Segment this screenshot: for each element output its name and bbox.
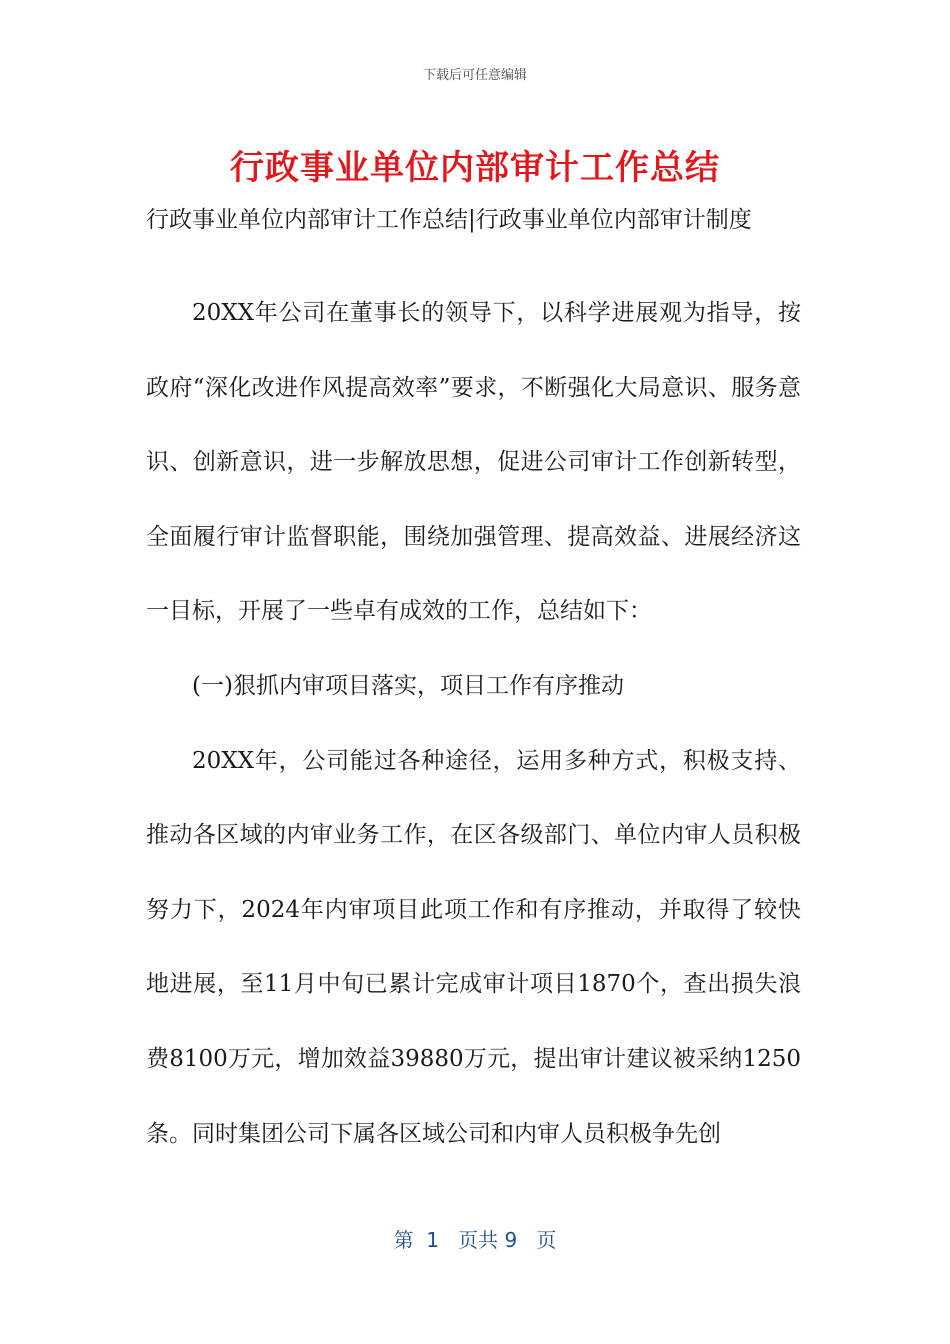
document-subtitle: 行政事业单位内部审计工作总结|行政事业单位内部审计制度 bbox=[146, 207, 752, 233]
body-paragraph: 20XX年，公司能过各种途径，运用多种方式，积极支持、推动各区域的内审业务工作，在区各级部门、单位内审人员积极努力下，2024年内审项目此项工作和有序推动，并取得了较快地进展，至11月中旬已累计完成审计项目1870个，查出损失浪费8100万元，增加效益39880万元，提出审计建议被采纳1250条。同时集团公司下属各区域公司和内审人员积极争先创 bbox=[146, 747, 801, 1147]
document-title: 行政事业单位内部审计工作总结 bbox=[230, 148, 720, 188]
body-paragraph: 20XX年公司在董事长的领导下，以科学进展观为指导，按政府“深化改进作风提高效率”要求，不断强化大局意识、服务意识、创新意识，进一步解放思想，促进公司审计工作创新转型，全面履行审计监督职能，围绕加强管理、提高效益、进展经济这一目标，开展了一些卓有成效的工作，总结如下： bbox=[146, 300, 801, 625]
document-body bbox=[146, 276, 801, 1171]
header-note: 下载后可任意编辑 bbox=[422, 68, 527, 83]
page-number-footer: 第 1 页共 9 页 bbox=[393, 1228, 557, 1252]
section-heading: (一)狠抓内审项目落实，项目工作有序推动 bbox=[192, 672, 624, 699]
